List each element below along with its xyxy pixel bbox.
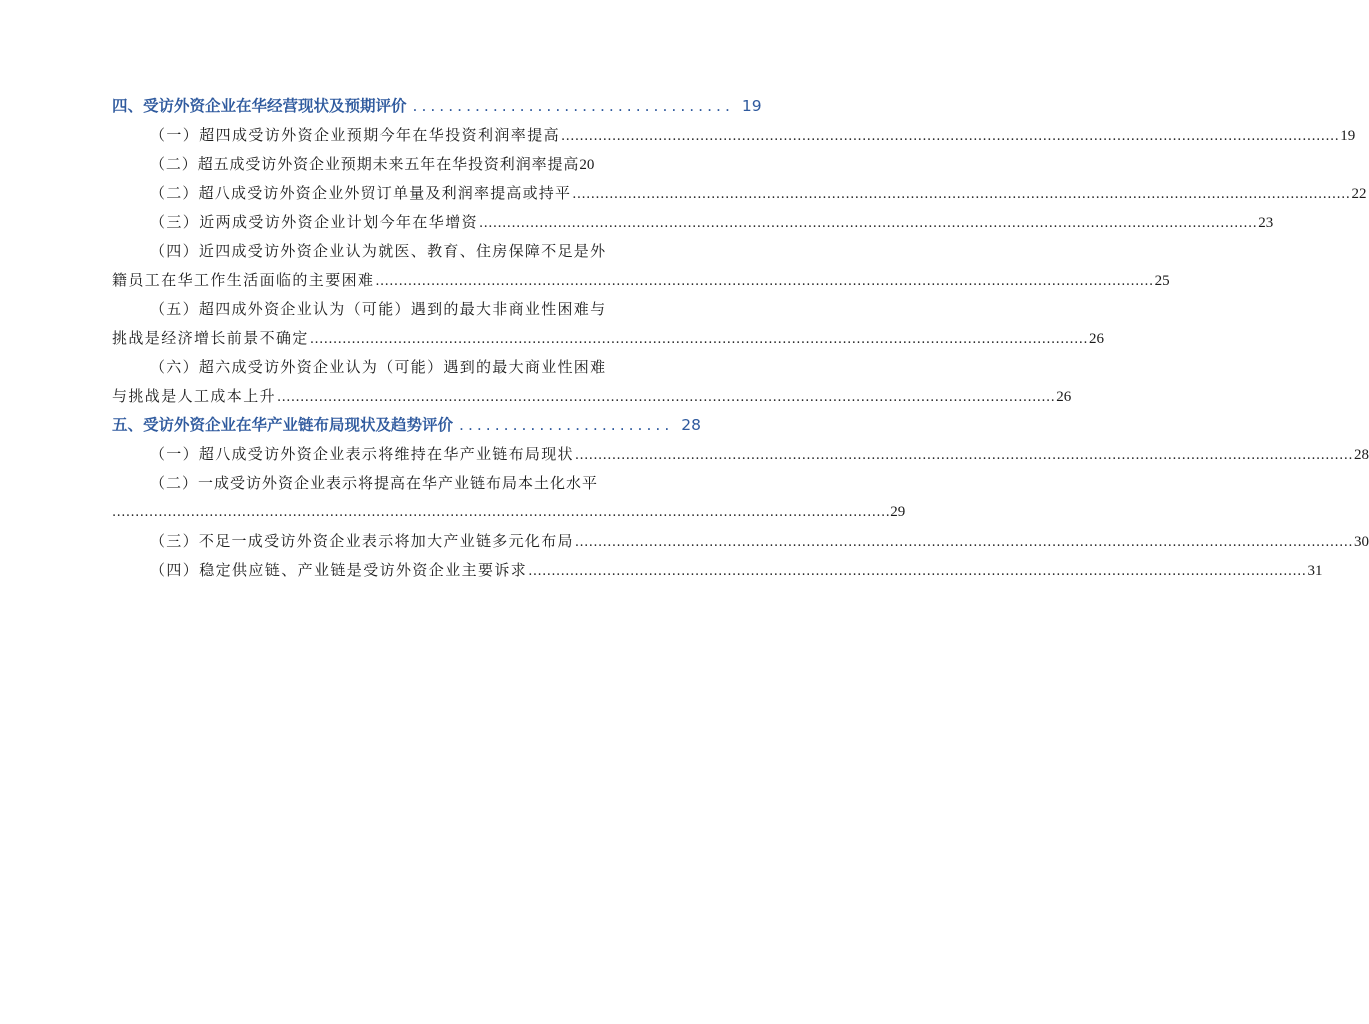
- page-number: 26: [1056, 389, 1072, 405]
- page-number: 19: [741, 97, 762, 115]
- section-title: 四、受访外资企业在华经营现状及预期评价: [112, 97, 407, 115]
- entry-title-line1: （六）超六成受访外资企业认为（可能）遇到的最大商业性困难: [150, 358, 607, 376]
- entry-title-line2: 籍员工在华工作生活面临的主要困难: [112, 271, 375, 289]
- toc-section-4[interactable]: [112, 92, 762, 121]
- entry-title-line1: （五）超四成外资企业认为（可能）遇到的最大非商业性困难与: [150, 300, 607, 318]
- dot-leader: ........................................................................................................................................................................: [574, 448, 1354, 463]
- entry-title: （二）超五成受访外资企业预期未来五年在华投资利润率提高: [150, 155, 580, 173]
- entry-title-line1: （四）近四成受访外资企业认为就医、教育、住房保障不足是外: [150, 242, 607, 260]
- page-number: 19: [1340, 128, 1356, 144]
- page-number: 22: [1351, 186, 1367, 202]
- toc-section-5[interactable]: [112, 411, 701, 440]
- page-number: 20: [579, 157, 595, 173]
- dot-leader: ........................................................................................................................................................................: [572, 187, 1351, 202]
- toc-entry-5-3[interactable]: [112, 527, 1369, 556]
- dot-leader: ........................................................................................................................................................................: [479, 216, 1258, 231]
- toc-entry-5-1[interactable]: [112, 440, 1369, 469]
- entry-title: （一）超四成受访外资企业预期今年在华投资利润率提高: [150, 126, 561, 144]
- dot-leader: ........................................................................................................................................................................: [309, 332, 1089, 347]
- dot-leader: ........................: [459, 416, 674, 434]
- page-number: 26: [1089, 331, 1105, 347]
- table-of-contents: [112, 92, 1369, 585]
- dot-leader: ........................................................................................................................................................................: [574, 535, 1354, 550]
- toc-entry-5-4[interactable]: [112, 556, 1323, 585]
- page-number: 29: [890, 504, 906, 520]
- dot-leader: ........................................................................................................................................................................: [561, 129, 1340, 144]
- entry-title: （一）超八成受访外资企业表示将维持在华产业链布局现状: [150, 445, 574, 463]
- dot-leader: ........................................................................................................................................................................: [528, 564, 1307, 579]
- page-number: 31: [1307, 563, 1323, 579]
- entry-title-line2: 与挑战是人工成本上升: [112, 387, 277, 405]
- toc-entry-5-2[interactable]: [112, 469, 906, 527]
- toc-entry-4-1[interactable]: [112, 121, 1356, 150]
- toc-entry-4-3[interactable]: [112, 179, 1367, 208]
- section-title: 五、受访外资企业在华产业链布局现状及趋势评价: [112, 416, 454, 434]
- dot-leader: ....................................: [412, 97, 734, 115]
- dot-leader: ........................................................................................................................................................................: [277, 390, 1056, 405]
- entry-title: （四）稳定供应链、产业链是受访外资企业主要诉求: [150, 561, 528, 579]
- entry-title-line2: 挑战是经济增长前景不确定: [112, 329, 309, 347]
- toc-entry-4-4[interactable]: [112, 208, 1274, 237]
- entry-title: （三）不足一成受访外资企业表示将加大产业链多元化布局: [150, 532, 574, 550]
- toc-entry-4-5[interactable]: [112, 237, 1170, 295]
- dot-leader: ........................................................................................................................................................................: [112, 505, 891, 520]
- toc-entry-4-6[interactable]: [112, 295, 1105, 353]
- toc-entry-4-7[interactable]: [112, 353, 1072, 411]
- entry-title: （二）超八成受访外资企业外贸订单量及利润率提高或持平: [150, 184, 572, 202]
- page-number: 28: [1354, 447, 1369, 463]
- page-number: 23: [1258, 215, 1274, 231]
- dot-leader: ........................................................................................................................................................................: [375, 274, 1154, 289]
- page-number: 30: [1354, 534, 1369, 550]
- entry-title-line1: （二）一成受访外资企业表示将提高在华产业链布局本土化水平: [150, 474, 599, 492]
- toc-entry-4-2[interactable]: [112, 150, 614, 179]
- page-number: 28: [681, 416, 701, 434]
- entry-title: （三）近两成受访外资企业计划今年在华增资: [150, 213, 479, 231]
- page-number: 25: [1154, 273, 1170, 289]
